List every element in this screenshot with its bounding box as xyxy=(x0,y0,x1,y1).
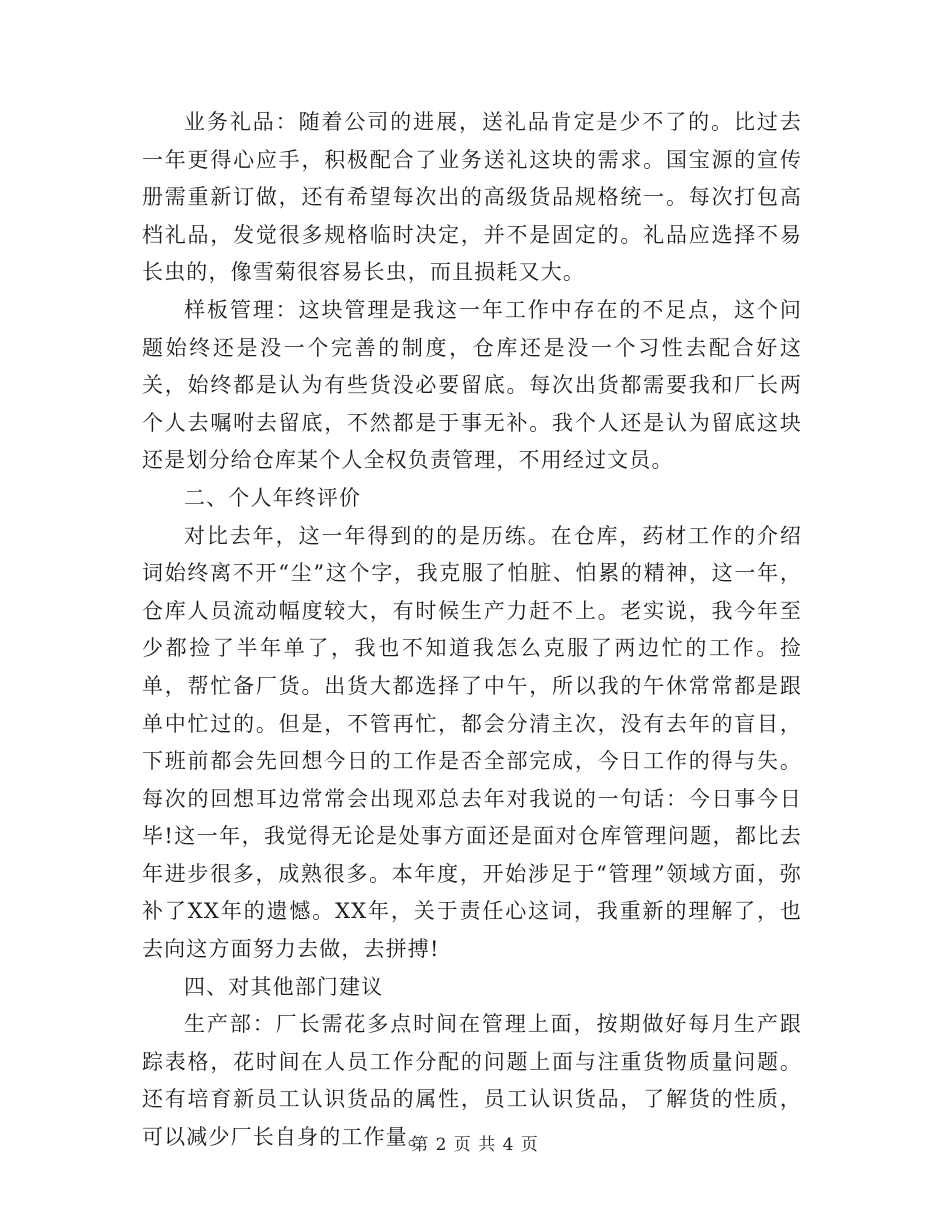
paragraph-production: 生产部：厂长需花多点时间在管理上面，按期做好每月生产跟踪表格，花时间在人员工作分配的问题上面与注重货物质量问题。还有培育新员工认识货品的属性，员工认识货品，了解货的性质，可以减少厂长自身的工作量。 xyxy=(142,1012,802,1150)
page-number: 第 2 页 共 4 页 xyxy=(411,1135,539,1155)
paragraph-self-evaluation: 对比去年，这一年得到的的是历练。在仓库，药材工作的介绍词始终离不开“尘”这个字，我克服了怕脏、怕累的精神，这一年，仓库人员流动幅度较大，有时候生产力赶不上。老实说，我今年至少都捡了半年单了，我也不知道我怎么克服了两边忙的工作。捡单，帮忙备厂货。出货大都选择了中午，所以我的午休常常都是跟单中忙过的。但是，不管再忙，都会分清主次，没有去年的盲目，下班前都会先回想今日的工作是否全部完成，今日工作的得与失。每次的回想耳边常常会出现邓总去年对我说的一句话：今日事今日毕!这一年，我觉得无论是处事方面还是面对仓库管理问题，都比去年进步很多，成熟很多。本年度，开始涉足于“管理”领域方面，弥补了XX年的遗憾。XX年，关于责任心这词，我重新的理解了，也去向这方面努力去做，去拼搏! xyxy=(142,523,802,962)
paragraph-samples: 样板管理：这块管理是我这一年工作中存在的不足点，这个问题始终还是没一个完善的制度，仓库还是没一个习性去配合好这关，始终都是认为有些货没必要留底。每次出货都需要我和厂长两个人去嘱咐去留底，不然都是于事无补。我个人还是认为留底这块还是划分给仓库某个人全权负责管理，不用经过文员。 xyxy=(142,297,802,473)
page-footer xyxy=(0,1130,950,1155)
section-heading-self-evaluation: 二、个人年终评价 xyxy=(184,485,362,510)
section-heading-suggestions: 四、对其他部门建议 xyxy=(184,974,384,999)
document-body xyxy=(142,104,802,1157)
paragraph-gifts: 业务礼品：随着公司的进展，送礼品肯定是少不了的。比过去一年更得心应手，积极配合了业务送礼这块的需求。国宝源的宣传册需重新订做，还有希望每次出的高级货品规格统一。每次打包高档礼品，发觉很多规格临时决定，并不是固定的。礼品应选择不易长虫的，像雪菊很容易长虫，而且损耗又大。 xyxy=(142,110,802,285)
